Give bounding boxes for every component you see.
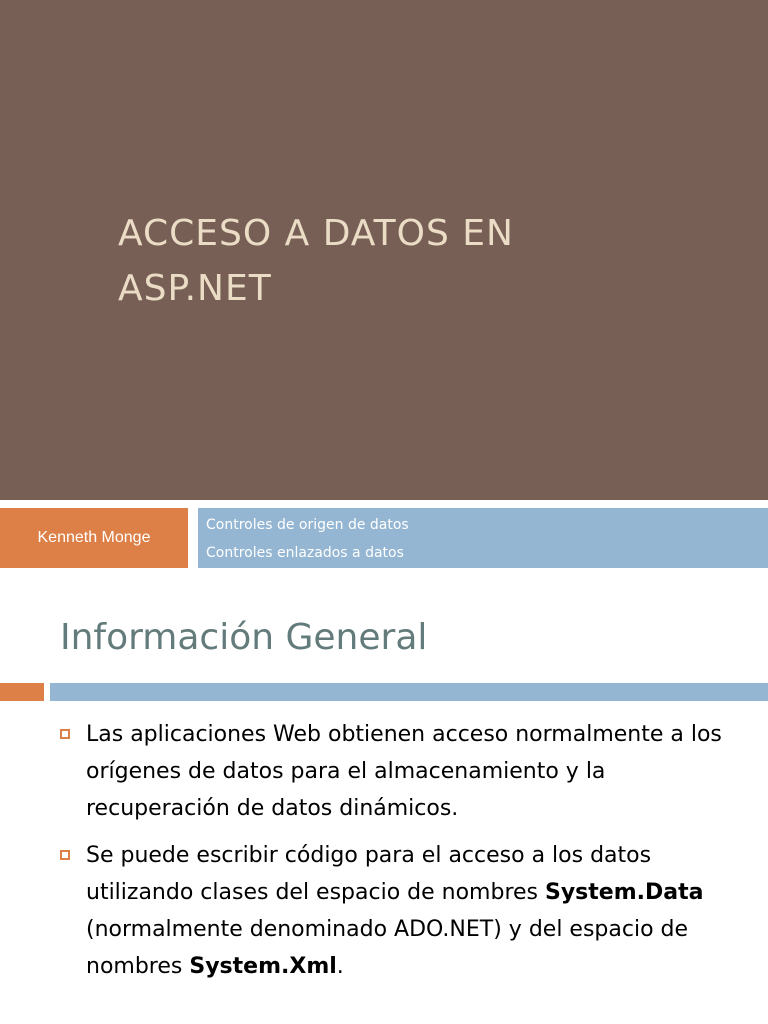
title-slide	[0, 0, 768, 500]
square-bullet-icon	[60, 850, 70, 860]
subtitle-box	[198, 508, 768, 568]
author-name: Kenneth Monge	[37, 529, 151, 546]
bullet-item-1	[60, 716, 740, 827]
bullet-text-2-part-3: .	[336, 954, 344, 979]
accent-bar-orange	[0, 683, 44, 701]
bullet-text-2-part-1: Se puede escribir código para el acceso a los datos utilizando clases del espacio de nombres	[86, 843, 652, 905]
subtitle-line-2: Controles enlazados a datos	[206, 545, 404, 561]
slide-title-line-1: ACCESO A DATOS EN	[118, 213, 514, 254]
bullet-text-2-bold-1: System.Data	[545, 880, 704, 905]
slide-title	[118, 206, 678, 316]
author-box	[0, 508, 188, 568]
bullet-list	[60, 716, 740, 995]
slide-title-line-2: ASP.NET	[118, 268, 272, 309]
square-bullet-icon	[60, 729, 70, 739]
bullet-text-1: Las aplicaciones Web obtienen acceso normalmente a los orígenes de datos para el almacenamiento y la recuperación de datos dinámicos.	[86, 722, 722, 821]
bullet-item-2	[60, 837, 740, 985]
section-heading: Información General	[60, 617, 428, 658]
subtitle-line-1: Controles de origen de datos	[206, 517, 409, 533]
accent-bar-blue	[50, 683, 768, 701]
bullet-text-2-bold-2: System.Xml	[189, 954, 337, 979]
bullet-text-2-part-2: (normalmente denominado ADO.NET) y del espacio de nombres	[86, 917, 689, 979]
